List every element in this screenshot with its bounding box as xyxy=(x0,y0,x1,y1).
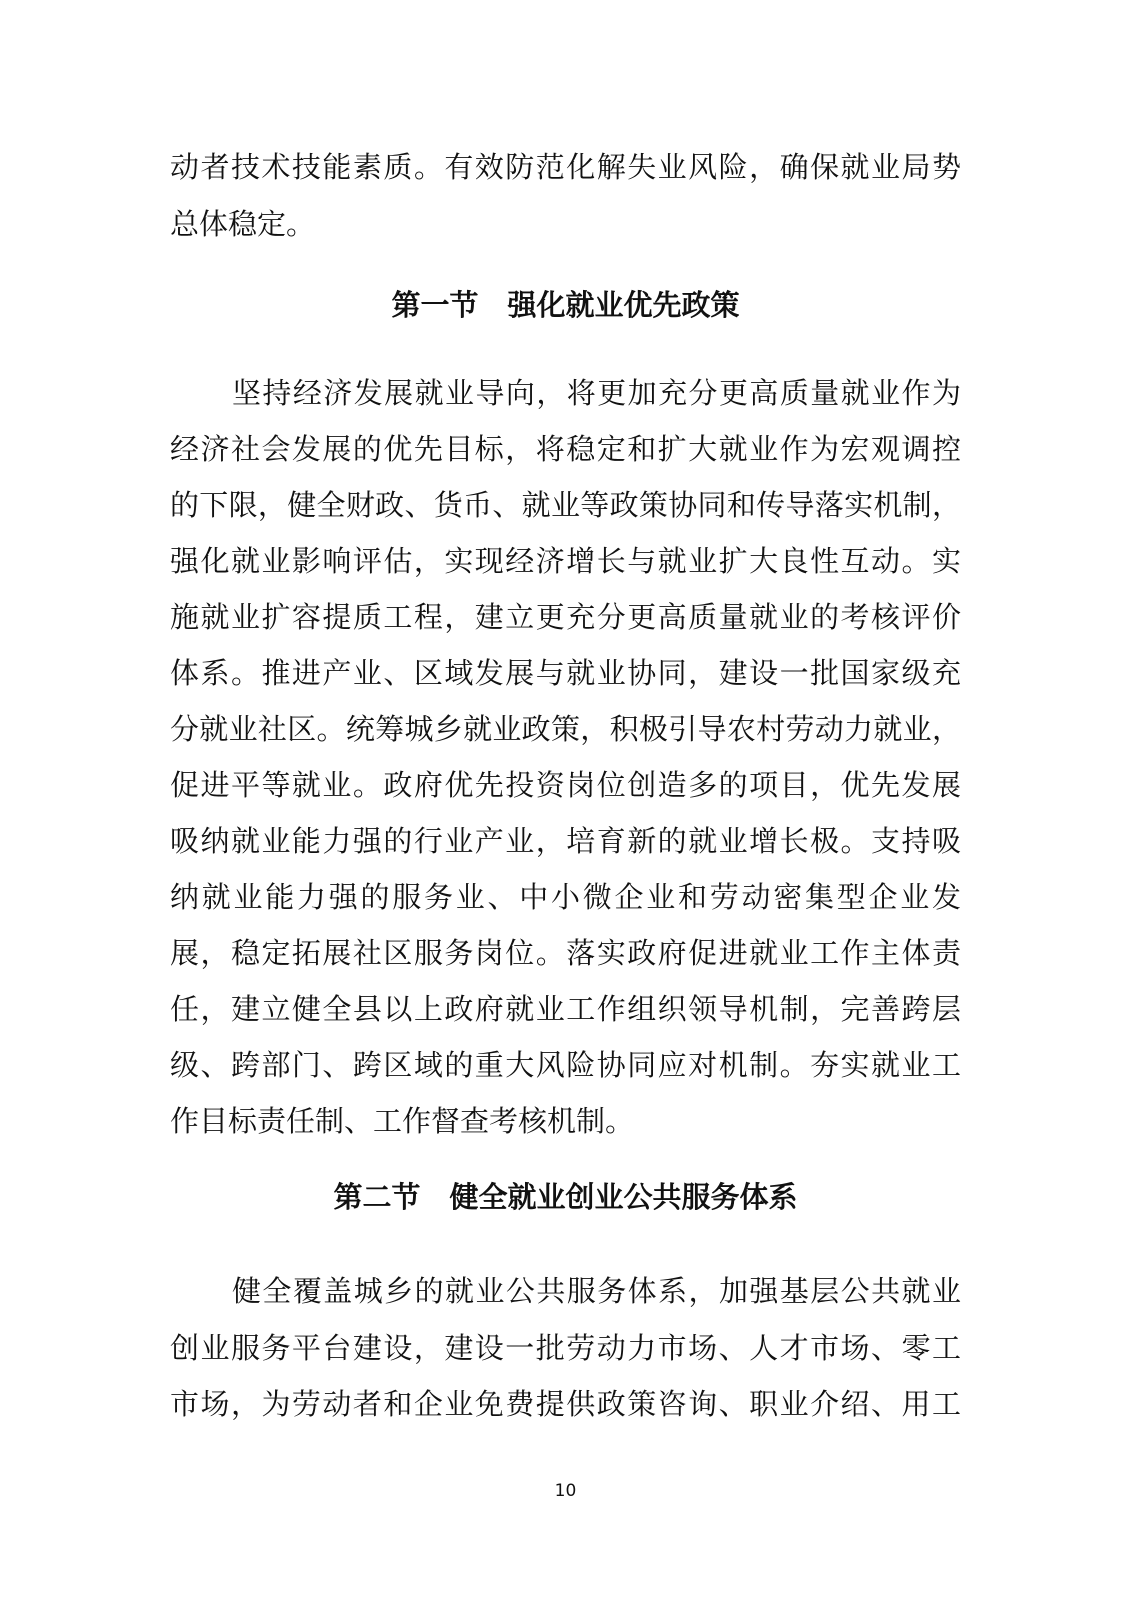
intro-line-2: 总体稳定。 xyxy=(170,207,316,241)
section-1-line-13: 级、跨部门、跨区域的重大风险协同应对机制。夯实就业工 xyxy=(170,1048,961,1082)
section-1-line-7: 分就业社区。统筹城乡就业政策，积极引导农村劳动力就业， xyxy=(170,712,961,746)
section-1-line-1: 坚持经济发展就业导向，将更加充分更高质量就业作为 xyxy=(232,376,961,410)
section-2-line-1: 健全覆盖城乡的就业公共服务体系，加强基层公共就业 xyxy=(232,1274,961,1308)
section-1-line-4: 强化就业影响评估，实现经济增长与就业扩大良性互动。实 xyxy=(170,544,961,578)
section-1-line-12: 任，建立健全县以上政府就业工作组织领导机制，完善跨层 xyxy=(170,992,961,1026)
section-1-line-10: 纳就业能力强的服务业、中小微企业和劳动密集型企业发 xyxy=(170,880,961,914)
section-1-line-5: 施就业扩容提质工程，建立更充分更高质量就业的考核评价 xyxy=(170,600,961,634)
section-2-heading: 第二节 健全就业创业公共服务体系 xyxy=(333,1180,798,1214)
section-2-line-3: 市场，为劳动者和企业免费提供政策咨询、职业介绍、用工 xyxy=(170,1387,961,1421)
section-1-line-6: 体系。推进产业、区域发展与就业协同，建设一批国家级充 xyxy=(170,656,961,690)
section-1-line-2: 经济社会发展的优先目标，将稳定和扩大就业作为宏观调控 xyxy=(170,432,961,466)
intro-line-1: 动者技术技能素质。有效防范化解失业风险，确保就业局势 xyxy=(170,150,961,184)
page-number: 10 xyxy=(554,1481,577,1501)
section-2-line-2: 创业服务平台建设，建设一批劳动力市场、人才市场、零工 xyxy=(170,1331,961,1365)
section-1-line-3: 的下限，健全财政、货币、就业等政策协同和传导落实机制， xyxy=(170,488,961,522)
section-1-line-8: 促进平等就业。政府优先投资岗位创造多的项目，优先发展 xyxy=(170,768,961,802)
section-1-line-14: 作目标责任制、工作督查考核机制。 xyxy=(170,1104,635,1138)
section-1-heading: 第一节 强化就业优先政策 xyxy=(391,288,740,322)
section-1-line-11: 展，稳定拓展社区服务岗位。落实政府促进就业工作主体责 xyxy=(170,936,961,970)
section-1-line-9: 吸纳就业能力强的行业产业，培育新的就业增长极。支持吸 xyxy=(170,824,961,858)
